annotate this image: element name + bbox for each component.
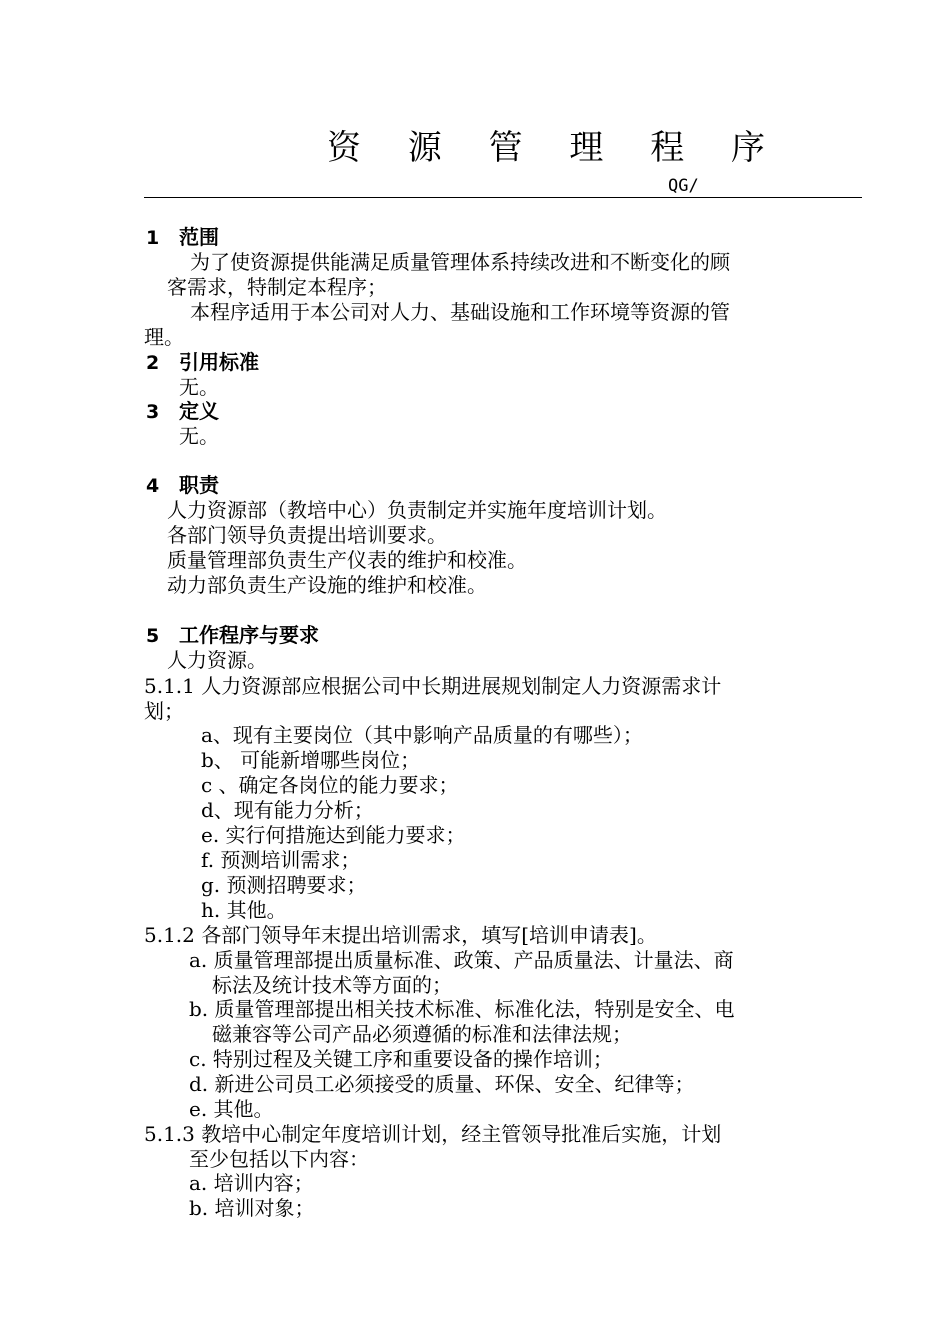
section-3-body: 无。 (179, 424, 219, 448)
section-4-line: 动力部负责生产设施的维护和校准。 (167, 573, 487, 597)
clause-513-item: b. 培训对象； (189, 1196, 315, 1220)
clause-512-item-e: e. 其他。 (189, 1097, 274, 1121)
clause-512-item-b-line2: 磁兼容等公司产品必须遵循的标准和法律法规； (212, 1022, 632, 1046)
clause-511-item: b、 可能新增哪些岗位； (201, 748, 421, 772)
clause-512-item-d: d. 新进公司员工必须接受的质量、环保、安全、纪律等； (189, 1072, 695, 1096)
section-1-para1-line2: 客需求，特制定本程序； (167, 275, 387, 299)
clause-513-line2: 至少包括以下内容： (189, 1147, 369, 1171)
clause-511-line2: 划； (144, 699, 184, 723)
section-4-line: 各部门领导负责提出培训要求。 (167, 523, 447, 547)
clause-512-item-b-line1: b. 质量管理部提出相关技术标准、标准化法，特别是安全、电 (189, 997, 735, 1021)
clause-511-line1: 5.1.1 人力资源部应根据公司中长期进展规划制定人力资源需求计 (144, 674, 722, 698)
clause-512-item-a-line2: 标法及统计技术等方面的； (212, 973, 452, 997)
section-5-intro: 人力资源。 (167, 648, 267, 672)
section-4-line: 质量管理部负责生产仪表的维护和校准。 (167, 548, 527, 572)
section-4-heading: 职责 (179, 473, 219, 497)
clause-513-line1: 5.1.3 教培中心制定年度培训计划，经主管领导批准后实施，计划 (144, 1122, 722, 1146)
clause-511-item: h. 其他。 (201, 898, 287, 922)
section-1-para2-line2: 理。 (144, 325, 184, 349)
header-rule (144, 197, 862, 198)
clause-512-item-c: c. 特别过程及关键工序和重要设备的操作培训； (189, 1047, 613, 1071)
section-4-number: 4 (146, 475, 160, 497)
clause-512-item-a-line1: a. 质量管理部提出质量标准、政策、产品质量法、计量法、商 (189, 948, 734, 972)
document-code: QG/ (668, 176, 699, 196)
clause-511-item: e. 实行何措施达到能力要求； (201, 823, 466, 847)
section-1-para1-line1: 为了使资源提供能满足质量管理体系持续改进和不断变化的顾 (190, 250, 730, 274)
clause-511-item: g. 预测招聘要求； (201, 873, 367, 897)
section-1-para2-line1: 本程序适用于本公司对人力、基础设施和工作环境等资源的管 (190, 300, 730, 324)
section-5-number: 5 (146, 625, 160, 647)
document-title: 资 源 管 理 程 序 (327, 128, 784, 168)
section-2-body: 无。 (179, 375, 219, 399)
clause-511-item: d、现有能力分析； (201, 798, 374, 822)
section-4-line: 人力资源部（教培中心）负责制定并实施年度培训计划。 (167, 498, 667, 522)
clause-511-item: f. 预测培训需求； (201, 848, 361, 872)
section-2-heading: 引用标准 (179, 350, 259, 374)
section-2-number: 2 (146, 352, 160, 374)
clause-513-item: a. 培训内容； (189, 1171, 314, 1195)
clause-512: 5.1.2 各部门领导年末提出培训需求，填写[培训申请表]。 (144, 923, 657, 947)
clause-511-item: a、现有主要岗位（其中影响产品质量的有哪些）； (201, 723, 643, 747)
section-1-number: 1 (146, 227, 160, 249)
section-1-heading: 范围 (179, 225, 219, 249)
section-3-heading: 定义 (179, 399, 219, 423)
clause-511-item: c 、确定各岗位的能力要求； (201, 773, 459, 797)
section-5-heading: 工作程序与要求 (179, 623, 319, 647)
section-3-number: 3 (146, 401, 160, 423)
